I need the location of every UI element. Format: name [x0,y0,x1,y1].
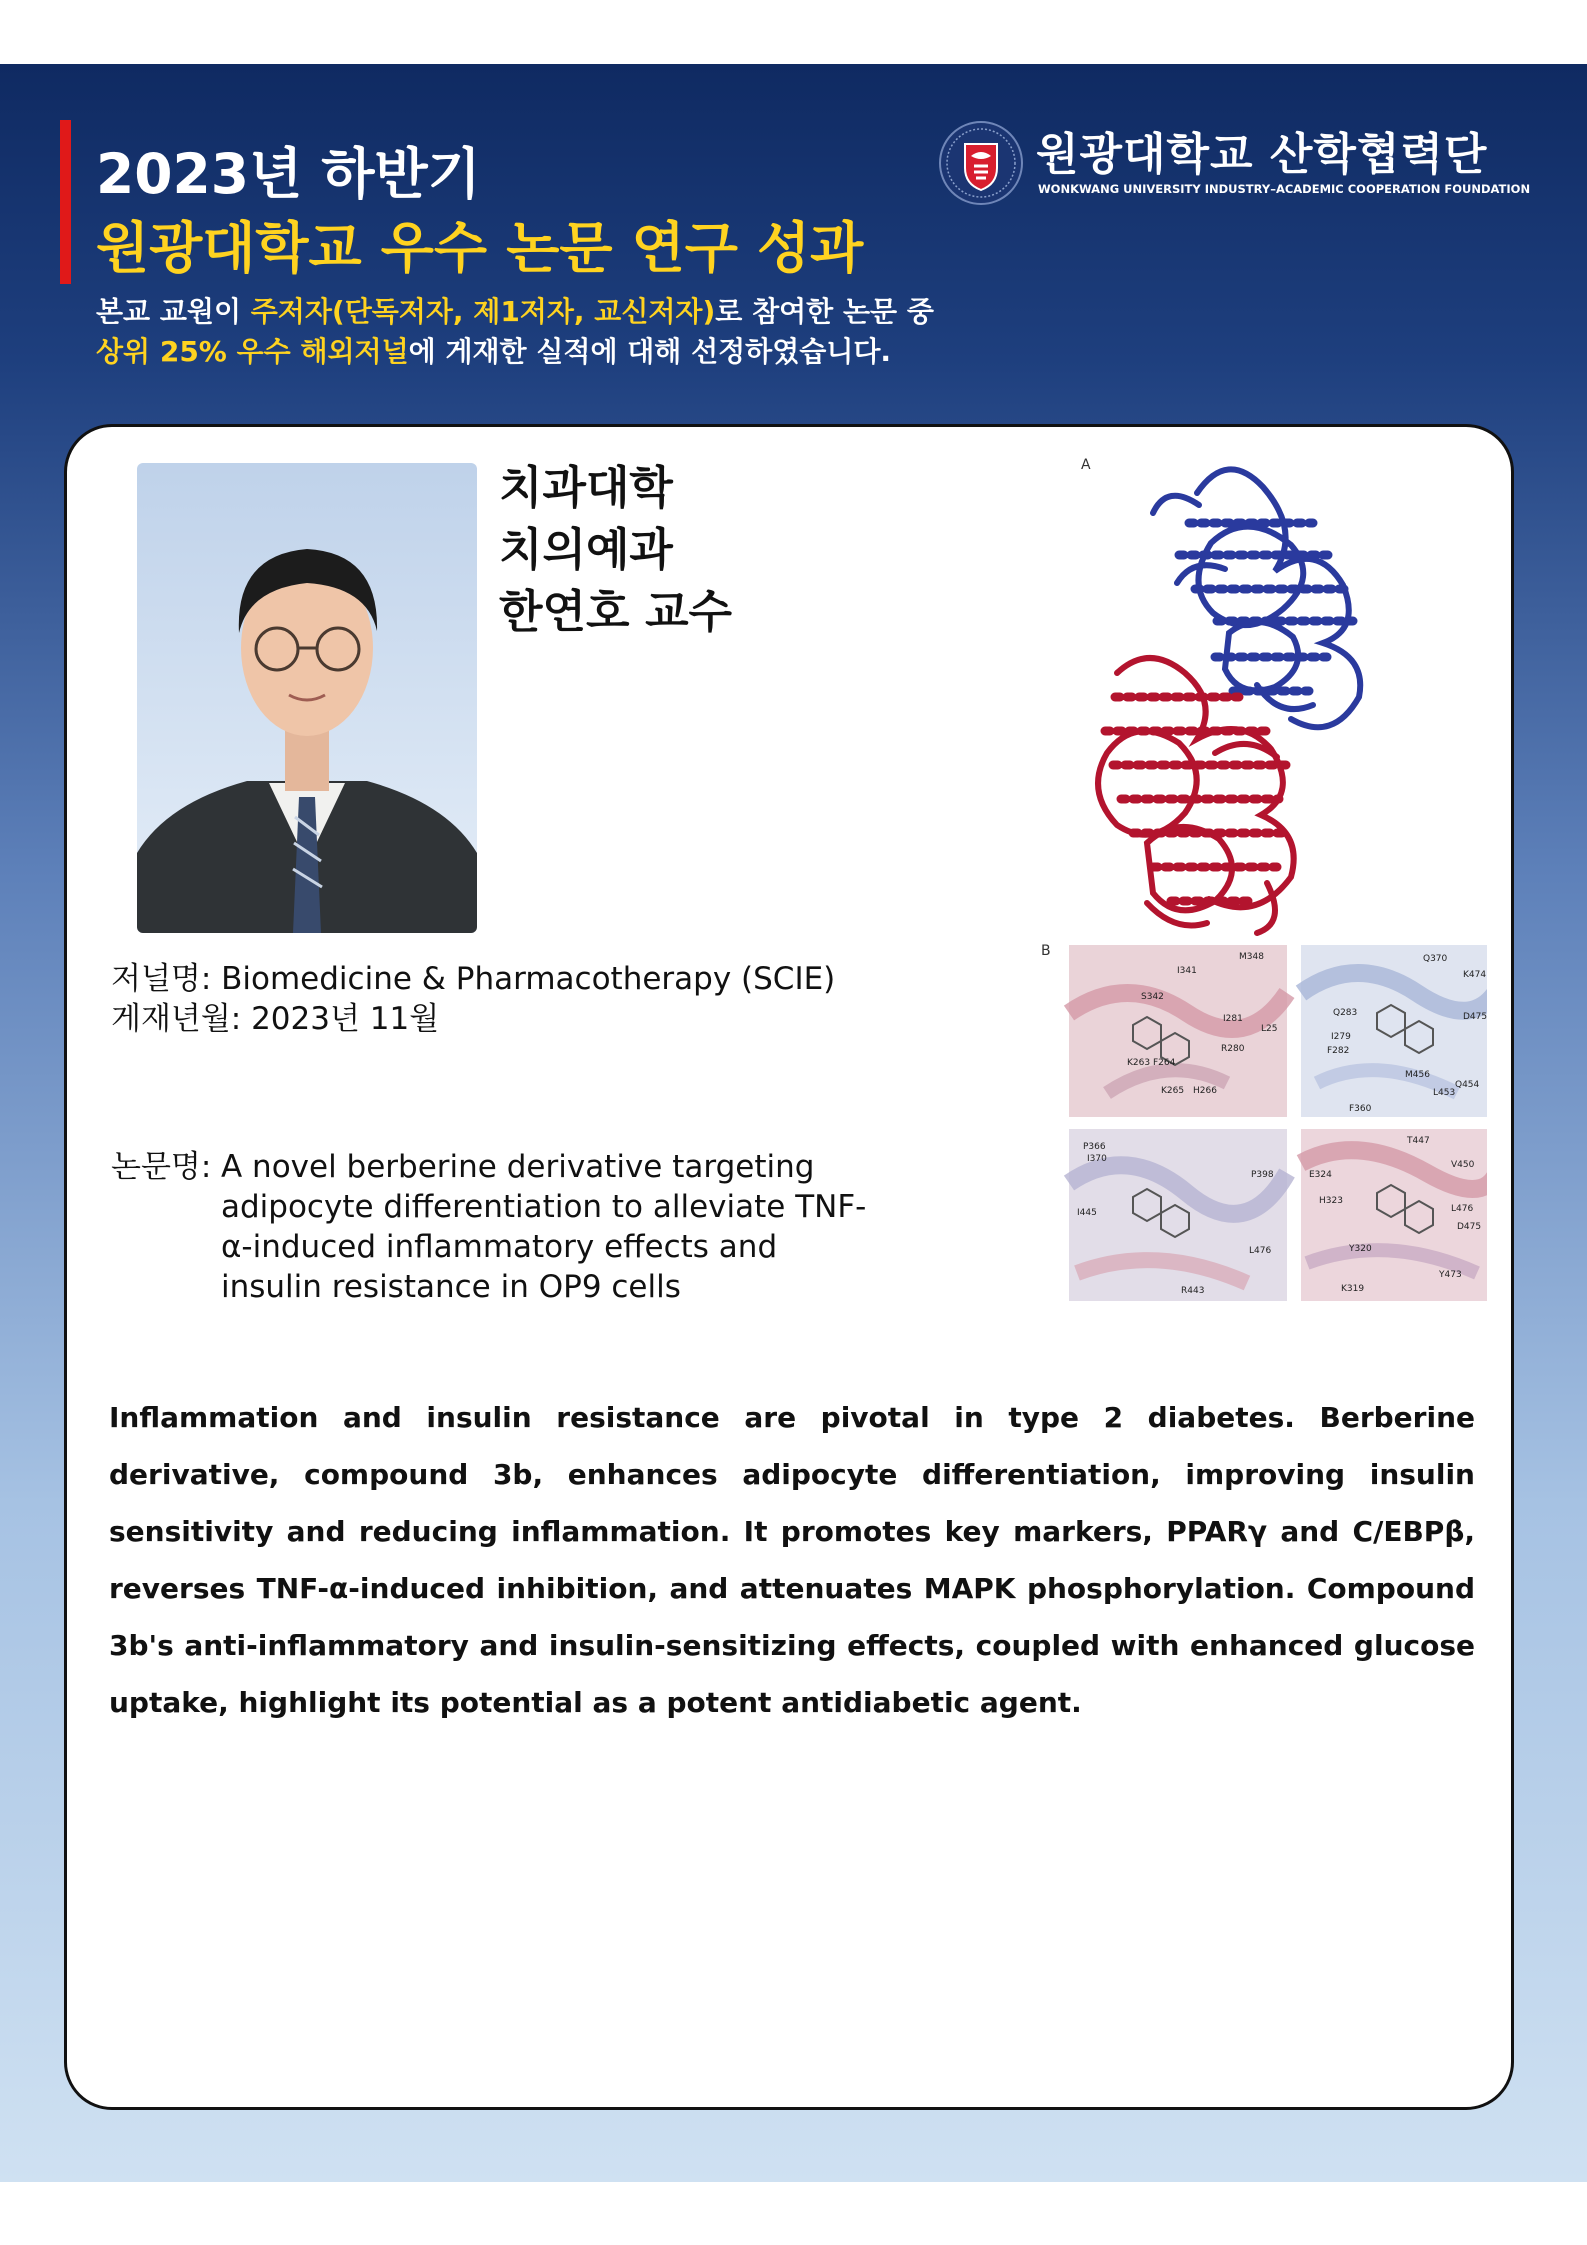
headline-period: 2023년 하반기 [96,142,481,206]
publication-date: 게재년월: 2023년 11월 [111,1001,440,1037]
residue-label: I341 [1177,966,1197,976]
accent-bar [60,120,71,284]
journal-name: 저널명: Biomedicine & Pharmacotherapy (SCIE) [111,961,836,997]
poster-background [0,64,1587,2182]
intro-line-2 [96,330,891,370]
residue-label: K319 [1341,1284,1365,1294]
residue-label: L476 [1249,1246,1272,1256]
paper-title-label: 논문명: [111,1149,212,1185]
residue-label: M348 [1239,952,1264,962]
author-photo [137,463,477,933]
residue-label: M456 [1405,1070,1430,1080]
logo-subtitle: WONKWANG UNIVERSITY INDUSTRY–ACADEMIC COOPERATION FOUNDATION [1038,182,1531,196]
residue-label: V450 [1451,1160,1475,1170]
residue-label: H323 [1319,1196,1343,1206]
abstract-text: Inflammation and insulin resistance are pivotal in type 2 diabetes. Berberine derivative, compound 3b, enhances adipocyte differentiation, improving insulin sensitivity and reducing inflammation. It promotes key markers, PPARγ and C/EBPβ, reverses TNF-α-induced inhibition, and attenuates MAPK phosphorylation. Compound 3b's anti-inflammatory and insulin-sensitizing effects, coupled with enhanced glucose uptake, highlight its potential as a potent antidiabetic agent. [109,1401,1475,1719]
residue-label: Q370 [1423,954,1448,964]
university-logo [938,116,1531,216]
residue-label: R443 [1181,1286,1205,1296]
intro-text: 에 게재한 실적에 대해 선정하였습니다. [408,335,892,368]
research-figure [957,453,1487,1323]
residue-label: F360 [1349,1104,1372,1114]
residue-label: H266 [1193,1086,1217,1096]
residue-label: I445 [1077,1208,1097,1218]
residue-label: P398 [1251,1170,1274,1180]
residue-label: K474 [1463,970,1487,980]
headline-title: 원광대학교 우수 논문 연구 성과 [96,216,864,280]
residue-label: Q454 [1455,1080,1480,1090]
residue-label: F264 [1153,1058,1176,1068]
protein-structure-blue [1153,469,1360,727]
residue-label: R280 [1221,1044,1245,1054]
residue-label: T447 [1407,1136,1430,1146]
docking-panel-1 [1069,945,1287,1117]
author-name: 한연호 교수 [499,585,733,638]
publication-info [111,959,835,1039]
figure-panel-a-label: A [1081,457,1091,473]
paper-title: A novel berberine derivative targeting adipocyte differentiation to alleviate TNF-α-induced inflammatory effects and insulin resistance in OP9 cells [221,1149,867,1305]
intro-highlight: 상위 25% 우수 해외저널 [96,335,409,368]
author-department: 치의예과 [499,523,673,576]
residue-label: Q283 [1333,1008,1358,1018]
residue-label: Y473 [1439,1270,1462,1280]
protein-structure-red [1098,658,1294,933]
docking-panel-4 [1301,1129,1487,1301]
docking-panel-3 [1069,1129,1287,1301]
university-seal-icon [938,120,1024,206]
research-card [64,424,1514,2110]
residue-label: I370 [1087,1154,1107,1164]
residue-label: Y320 [1349,1244,1372,1254]
residue-label: K265 [1161,1086,1185,1096]
intro-line-1 [96,290,934,330]
intro-highlight: 주저자(단독저자, 제1저자, 교신저자) [250,295,716,328]
logo-name: 원광대학교 산학협력단 [1036,129,1488,180]
residue-label: K263 [1127,1058,1151,1068]
residue-label: F282 [1327,1046,1350,1056]
docking-panel-2 [1301,945,1487,1117]
intro-text: 본교 교원이 [96,295,251,328]
figure-panel-b-label: B [1041,943,1051,959]
residue-label: D475 [1457,1222,1482,1232]
residue-label: I281 [1223,1014,1243,1024]
intro-text: 로 참여한 논문 중 [715,295,934,328]
residue-label: L25 [1261,1024,1278,1034]
author-block [499,457,732,643]
residue-label: P366 [1083,1142,1106,1152]
residue-label: E324 [1309,1170,1332,1180]
residue-label: I279 [1331,1032,1351,1042]
author-college: 치과대학 [499,461,673,514]
residue-label: L476 [1451,1204,1474,1214]
residue-label: S342 [1141,992,1164,1002]
residue-label: D475 [1463,1012,1487,1022]
residue-label: L453 [1433,1088,1456,1098]
